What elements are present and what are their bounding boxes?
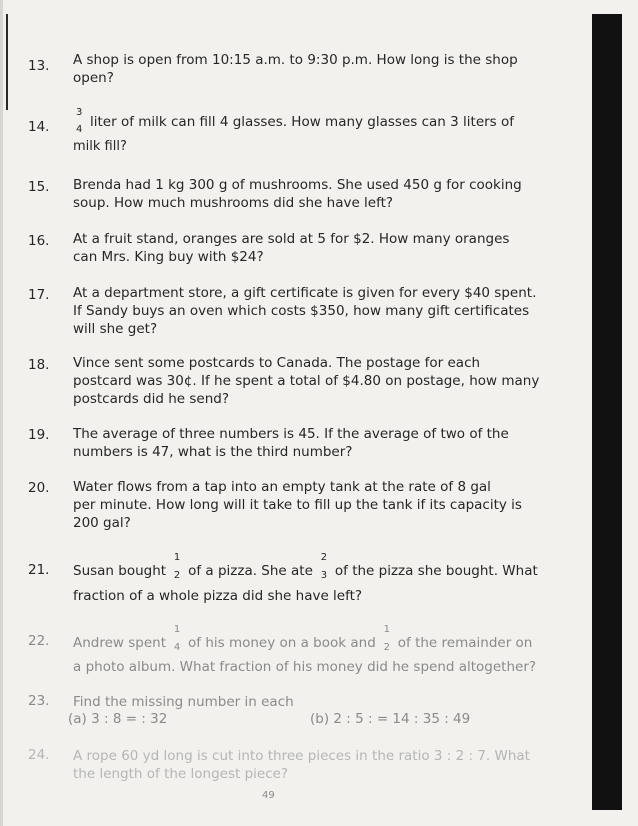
- question-number: 18.: [28, 357, 50, 373]
- question-text: At a department store, a gift certificate is given for every $40 spent. If Sandy buys an oven which costs $350, how many gift certificates will she get?: [73, 285, 537, 337]
- margin-rule: [6, 14, 8, 110]
- question-text: Vince sent some postcards to Canada. The postage for each postcard was 30¢. If he spent a total of $4.80 on postage, how many postcards did he send?: [73, 355, 540, 407]
- question-text: Find the missing number in each: [73, 694, 294, 710]
- page-number: 49: [262, 790, 275, 801]
- question-number: 24.: [28, 747, 50, 763]
- fraction-two-thirds: 2 3: [320, 552, 328, 581]
- question-number: 14.: [28, 119, 50, 135]
- question-text: Brenda had 1 kg 300 g of mushrooms. She used 450 g for cooking soup. How much mushrooms did she have left?: [73, 177, 522, 211]
- part-b: (b) 2 : 5 : = 14 : 35 : 49: [310, 711, 471, 727]
- question-text: liter of milk can fill 4 glasses. How many glasses can 3 liters of: [90, 114, 515, 130]
- fraction-one-half: 1 2: [383, 624, 390, 653]
- part-a: (a) 3 : 8 = : 32: [68, 711, 168, 727]
- question-text: Andrew spent 1 4 of his money on a book and 1 2 of the remainder on a photo album. What fraction of his money did he spend altogether?: [73, 624, 537, 675]
- scan-edge: [0, 0, 3, 826]
- scan-border-bar: [592, 14, 622, 810]
- question-number: 13.: [28, 58, 50, 74]
- question-number: 23.: [28, 693, 50, 709]
- fraction-numerator: 3: [76, 107, 83, 118]
- question-number: 21.: [28, 562, 50, 578]
- question-text: A shop is open from 10:15 a.m. to 9:30 p.m. How long is the shop open?: [73, 52, 518, 86]
- question-number: 16.: [28, 233, 50, 249]
- fraction-one-half: 1 2: [173, 552, 181, 581]
- fraction-one-fourth: 1 4: [173, 624, 181, 653]
- question-number: 22.: [28, 633, 50, 649]
- question-number: 19.: [28, 427, 50, 443]
- question-text: The average of three numbers is 45. If the average of two of the numbers is 47, what is the third number?: [73, 426, 509, 460]
- question-text: Water flows from a tap into an empty tank at the rate of 8 gal per minute. How long will it take to fill up the tank if its capacity is 200 gal?: [73, 479, 522, 531]
- question-text: A rope 60 yd long is cut into three pieces in the ratio 3 : 2 : 7. What the length of the longest piece?: [73, 748, 530, 782]
- question-text: At a fruit stand, oranges are sold at 5 for $2. How many oranges can Mrs. King buy with $24?: [73, 231, 510, 265]
- question-number: 15.: [28, 179, 50, 195]
- question-number: 20.: [28, 480, 50, 496]
- question-text-continued: milk fill?: [73, 139, 127, 154]
- fraction-denominator: 4: [76, 124, 83, 135]
- question-number: 17.: [28, 287, 50, 303]
- question-text: Susan bought 1 2 of a pizza. She ate 2 3 of the pizza she bought. What fraction of a whole pizza did she have left?: [73, 552, 538, 604]
